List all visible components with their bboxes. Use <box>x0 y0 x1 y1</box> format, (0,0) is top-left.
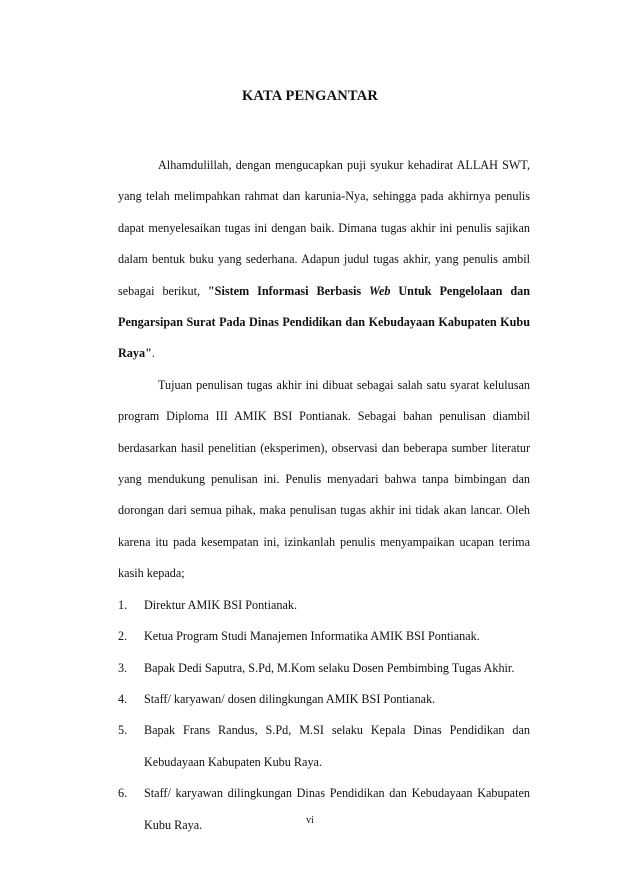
list-item-text: Direktur AMIK BSI Pontianak. <box>144 597 298 612</box>
list-item-number: 5. <box>118 723 128 738</box>
list-item <box>118 715 530 778</box>
page-title: KATA PENGANTAR <box>241 88 379 104</box>
list-item <box>118 653 530 684</box>
list-item-number: 1. <box>118 597 128 612</box>
list-item <box>118 684 530 715</box>
list-item <box>118 621 530 652</box>
thesis-title-start: "Sistem Informasi Berbasis <box>207 283 370 298</box>
paragraph-intro-text: Alhamdulillah, dengan mengucapkan puji syukur kehadirat ALLAH SWT, yang telah melimpahkan rahmat dan karunia-Nya, sehingga pada akhirnya penulis dapat menyelesaikan tugas ini dengan baik. Dimana tugas akhir ini penulis sajikan dalam bentuk buku yang sederhana. Adapun judul tugas akhir, yang penulis ambil sebagai berikut, <box>118 158 530 298</box>
list-item-text: Staff/ karyawan dilingkungan Dinas Pendidikan dan Kebudayaan Kabupaten Kubu Raya. <box>144 786 530 832</box>
list-item-text: Staff/ karyawan/ dosen dilingkungan AMIK BSI Pontianak. <box>144 691 436 706</box>
list-item-text: Ketua Program Studi Manajemen Informatika AMIK BSI Pontianak. <box>144 629 480 644</box>
thanks-list <box>118 590 530 841</box>
list-item-number: 3. <box>118 660 128 675</box>
thesis-title-italic: Web <box>369 283 391 298</box>
list-item <box>118 590 530 621</box>
list-item-number: 6. <box>118 786 128 801</box>
page-content <box>118 150 530 841</box>
list-item <box>118 778 530 841</box>
paragraph-purpose: Tujuan penulisan tugas akhir ini dibuat sebagai salah satu syarat kelulusan program Diploma III AMIK BSI Pontianak. Sebagai bahan penulisan diambil berdasarkan hasil penelitian (eksperimen), observasi dan beberapa sumber literatur yang mendukung penulisan ini. Penulis menyadari bahwa tanpa bimbingan dan dorongan dari semua pihak, maka penulisan tugas akhir ini tidak akan lancar. Oleh karena itu pada kesempatan ini, izinkanlah penulis menyampaikan ucapan terima kasih kepada; <box>118 377 530 581</box>
list-item-number: 4. <box>118 691 128 706</box>
thesis-title-end: Untuk Pengelolaan dan Pengarsipan Surat Pada Dinas Pendidikan dan Kebudayaan Kabupaten Kubu Raya" <box>118 283 530 361</box>
list-item-text: Bapak Dedi Saputra, S.Pd, M.Kom selaku Dosen Pembimbing Tugas Akhir. <box>144 660 515 675</box>
page-number: vi <box>306 815 314 826</box>
paragraph-intro-end: . <box>151 346 155 361</box>
list-item-text: Bapak Frans Randus, S.Pd, M.SI selaku Kepala Dinas Pendidikan dan Kebudayaan Kabupaten Kubu Raya. <box>144 723 530 769</box>
paragraph-intro <box>118 150 530 370</box>
list-item-number: 2. <box>118 629 128 644</box>
